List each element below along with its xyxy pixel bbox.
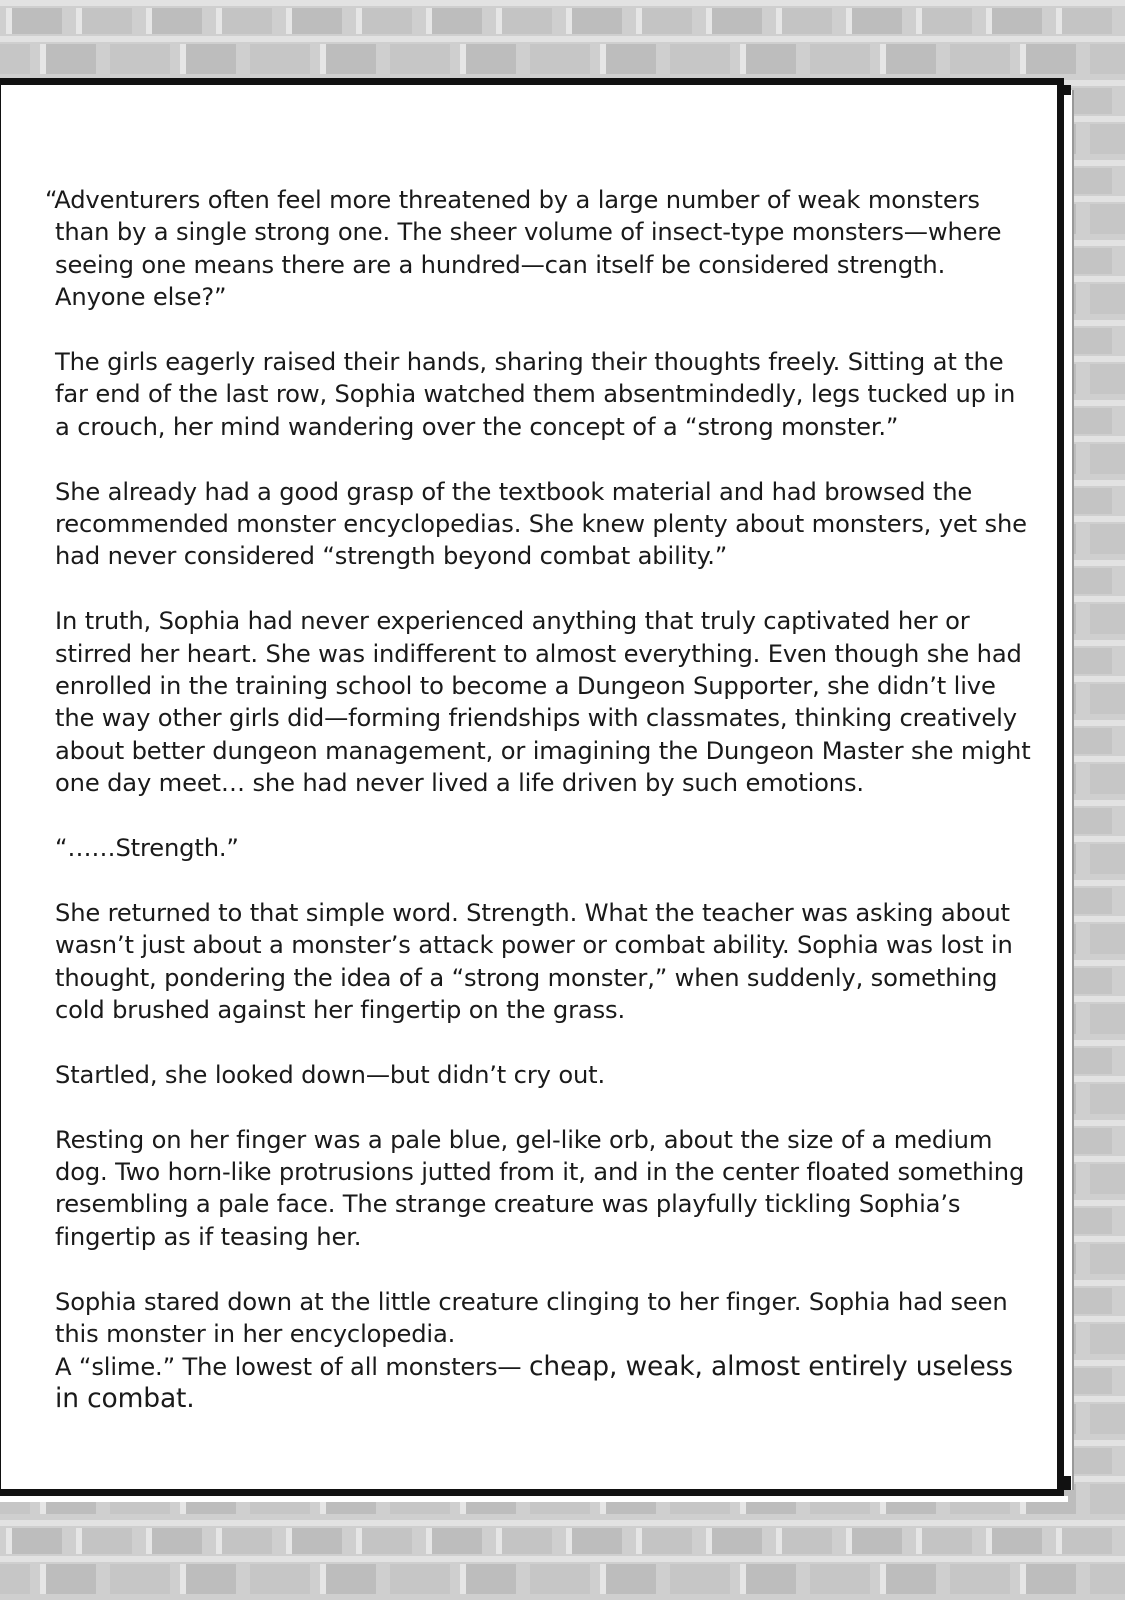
paragraph: She returned to that simple word. Strength. What the teacher was asking about wasn’t just about a monster’s attack power or combat ability. Sophia was lost in thought, pondering the idea of a “strong monster,” when suddenly, something cold brushed against her fingertip on the grass. [55,898,1013,1025]
paragraph: “……Strength.” [55,834,239,863]
paragraph: “Adventurers often feel more threatened by a large number of weak monsters than by a single strong one. The sheer volume of insect-type monsters—where seeing one means there are a hundred—can itself be considered strength. Anyone else?” [45,186,1002,312]
panel-corner-bottom-right [1064,1476,1071,1490]
paragraph: In truth, Sophia had never experienced anything that truly captivated her or stirred her heart. She was indifferent to almost everything. Even though she had enrolled in the training school to become a Dungeon Supporter, she didn’t live the way other girls did—forming friendships with classmates, thinking creatively about better dungeon management, or imagining the Dungeon Master she might one day meet… she had never lived a life driven by such emotions. [55,607,1031,798]
panel-edge-bottom [0,1496,1068,1502]
final-line-end: cheap, weak, almost entirely useless in combat. [55,1350,1013,1414]
panel-corner-top-right [1057,78,1064,85]
paragraph: Sophia stared down at the little creature clinging to her finger. Sophia had seen this monster in her encyclopedia. [55,1287,1008,1349]
story-text [45,184,1035,1415]
paragraph: Startled, she looked down—but didn’t cry out. [55,1060,606,1089]
panel-edge-right [1064,90,1074,1490]
panel-corner-step [1064,85,1071,95]
paragraph: Resting on her finger was a pale blue, gel-like orb, about the size of a medium dog. Two horn-like protrusions jutted from it, and in the center floated something resembling a pale face. The strange creature was playfully tickling Sophia’s fingertip as if teasing her. [55,1125,1025,1251]
paragraph: She already had a good grasp of the textbook material and had browsed the recommended monster encyclopedias. She knew plenty about monsters, yet she had never considered “strength beyond combat ability.” [55,477,1027,571]
paragraph: The girls eagerly raised their hands, sharing their thoughts freely. Sitting at the far end of the last row, Sophia watched them absentmindedly, legs tucked up in a crouch, her mind wandering over the concept of a “strong monster.” [55,348,1016,441]
final-paragraph [55,1351,1035,1416]
final-line-start: A “slime.” The lowest of all monsters— [55,1352,529,1381]
